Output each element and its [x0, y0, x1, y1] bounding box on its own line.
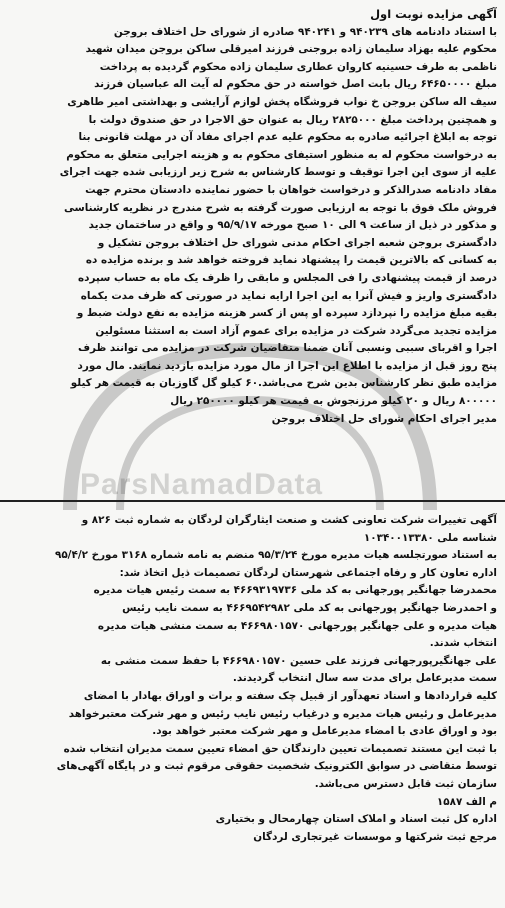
- company-notice-line: مدیرعامل و رئیس هیات مدیره و درغیاب رئیس نایب رئیس و مهر شرکت معتبرخواهد: [68, 707, 497, 720]
- company-notice-line: به استناد صورتجلسه هیات مدیره مورخ ۹۵/۳/۲۴ منضم به نامه شماره ۳۱۶۸ مورخ ۹۵/۴/۲: [55, 549, 497, 562]
- auction-notice-line: محکوم علیه بهزاد سلیمان زاده بروجنی فرزند امیرقلی ساکن بروجن میدان شهید: [85, 43, 497, 56]
- auction-notice-title: آگهی مزایده نوبت اول: [370, 7, 497, 21]
- auction-notice-line: ناظمی به طرف حسینیه کاروان عطاری سلیمان زاده محکوم گردیده به پرداخت: [99, 60, 497, 73]
- notice-divider: [0, 500, 505, 502]
- company-notice-line: م الف ۱۵۸۷: [436, 795, 497, 808]
- auction-notice-line: مزایده تجدید می‌گردد شرکت در مزایده برای عموم آزاد است به استثنا مسئولین: [95, 324, 497, 337]
- company-notice-line: آگهی تغییرات شرکت تعاونی کشت و صنعت ایثارگران لردگان به شماره ثبت ۸۲۶ و: [81, 514, 497, 526]
- auction-notice-line: ۸۰۰۰۰۰ ریال و ۲۰ کیلو مرزنجوش به قیمت هر کیلو ۲۵۰۰۰۰ ریال: [170, 395, 497, 408]
- company-notice-line: توسط متقاضی در سوابق الکترونیک شخصیت حقوقی مرقوم ثبت و در پایگاه آگهی‌های: [56, 760, 497, 773]
- company-notice-line: انتخاب شدند.: [429, 637, 497, 650]
- company-notice-line: مرجع ثبت شرکتها و موسسات غیرتجاری لردگان: [253, 830, 497, 843]
- company-notice-line: شناسه ملی ۱۰۳۴۰۰۱۳۳۸۰: [363, 531, 497, 544]
- auction-notice-line: و مذکور در ذیل از ساعت ۹ الی ۱۰ صبح مورخه ۹۵/۹/۱۷ و واقع در ساختمان جدید: [88, 219, 497, 232]
- company-notice-line: علی جهانگیرپورجهانی فرزند علی حسین ۴۶۶۹۸۰۱۵۷۰ با حفظ سمت منشی به: [100, 654, 497, 667]
- watermark-text: ParsNamadData: [80, 468, 324, 501]
- company-notice-line: اداره کل ثبت اسناد و املاک استان چهارمحال و بختیاری: [215, 813, 497, 826]
- company-notice-line: با ثبت این مستند تصمیمات تعیین دارندگان حق امضاء تعیین سمت مدیران انتخاب شده: [63, 742, 497, 755]
- auction-notice: [8, 6, 497, 492]
- auction-notice-line: پنج روز قبل از مزایده با اطلاع این اجرا از مال مورد مزایده بازدید نمایند. مال مورد: [77, 359, 497, 372]
- company-notice-line: کلیه قراردادها و اسناد تعهدآور از قبیل چک سفته و برات و اوراق بهادار با امضای: [83, 689, 497, 702]
- auction-notice-line: بقیه مبلغ مزایده را نپردازد سپرده او پس از کسر هزینه مزایده به نفع دولت ضبط و: [76, 307, 497, 320]
- auction-notice-line: اجرا و اقربای سببی ونسبی آنان ضمنا متقاضیان شرکت در مزایده می توانند ظرف: [77, 342, 497, 355]
- auction-notice-line: مبلغ ۶۴۶۵۰۰۰۰ ریال بابت اصل خواسته در حق محکوم له آیت اله عباسیان فرزند: [94, 78, 497, 91]
- company-notice-line: بود و اوراق عادی با امضاء مدیرعامل و مهر شرکت معتبر خواهد بود.: [152, 725, 497, 738]
- auction-notice-line: دادگستری بروجن شعبه اجرای احکام مدنی شورای حل اختلاف بروجن تشکیل و: [97, 236, 497, 249]
- auction-notice-signature: مدیر اجرای احکام شورای حل اختلاف بروجن: [271, 412, 497, 425]
- company-notice-line: سازمان ثبت قابل دسترس می‌باشد.: [314, 777, 497, 790]
- company-notice-line: اداره تعاون کار و رفاه اجتماعی شهرستان لردگان تصمیمات ذیل اتخاذ شد:: [119, 566, 497, 579]
- auction-notice-line: سیف اله ساکن بروجن خ نواب فروشگاه پخش لوازم آرایشی و بهداشتی امیر طاهری: [67, 95, 497, 108]
- company-notice-line: محمدرضا جهانگیر پورجهانی به کد ملی ۴۶۶۹۳۱۹۷۳۶ به سمت رئیس هیات مدیره: [93, 584, 497, 597]
- auction-notice-line: مزایده طبق نظر کارشناس بدین شرح می‌باشد.۶۰ کیلو گل گاوزبان به قیمت هر کیلو: [70, 377, 497, 390]
- auction-notice-line: مفاد دادنامه صدرالذکر و درخواست خواهان با حضور نماینده دادستان محترم جهت: [85, 183, 497, 196]
- auction-notice-line: فروش ملک فوق با توجه به ارزیابی صورت گرفته به شرح مندرج در نظریه کارشناسی: [64, 201, 497, 214]
- auction-notice-line: علیه از سوی این اجرا توقیف و توسط کارشناس به شرح زیر ارزیابی شده جهت اجرای: [59, 166, 497, 179]
- company-notice-line: هیات مدیره و علی جهانگیر پورجهانی ۴۶۶۹۸۰۱۵۷۰ به سمت منشی هیات مدیره: [97, 619, 497, 632]
- auction-notice-line: و همچنین پرداخت مبلغ ۲۸۲۵۰۰۰ ریال به عنوان حق الاجرا در حق صندوق دولت با: [88, 113, 497, 126]
- company-notice-line: و احمدرضا جهانگیر پورجهانی به کد ملی ۴۶۶۹۵۴۲۹۸۲ به سمت نایب رئیس: [122, 601, 497, 614]
- auction-notice-line: به کسانی که بالاترین قیمت را پیشنهاد نماید فروخته خواهد شد و برنده مزایده ده: [85, 254, 497, 267]
- auction-notice-line: توجه به ابلاغ اجرائیه صادره به محکوم علیه عدم اجرای مفاد آن در مهلت قانونی بنا: [78, 131, 497, 144]
- auction-notice-line: درصد از قیمت پیشنهادی را فی المجلس و مابقی را ظرف یک ماه به حساب سپرده: [77, 271, 497, 284]
- auction-notice-line: به درخواست محکوم له به منظور استیفای محکوم به و هزینه اجرایی متعلق به محکوم: [66, 148, 497, 161]
- company-notice-line: سمت مدیرعامل برای مدت سه سال انتخاب گردیدند.: [232, 672, 497, 685]
- company-changes-notice: [8, 512, 497, 904]
- auction-notice-line: با استناد دادنامه های ۹۴۰۲۳۹ و ۹۴۰۲۴۱ صادره از شورای حل اختلاف بروجن: [113, 25, 497, 38]
- auction-notice-line: دادگستری واریز و فیش آنرا به این اجرا ارایه نماید در صورتی که ظرف مدت یکماه: [80, 289, 497, 302]
